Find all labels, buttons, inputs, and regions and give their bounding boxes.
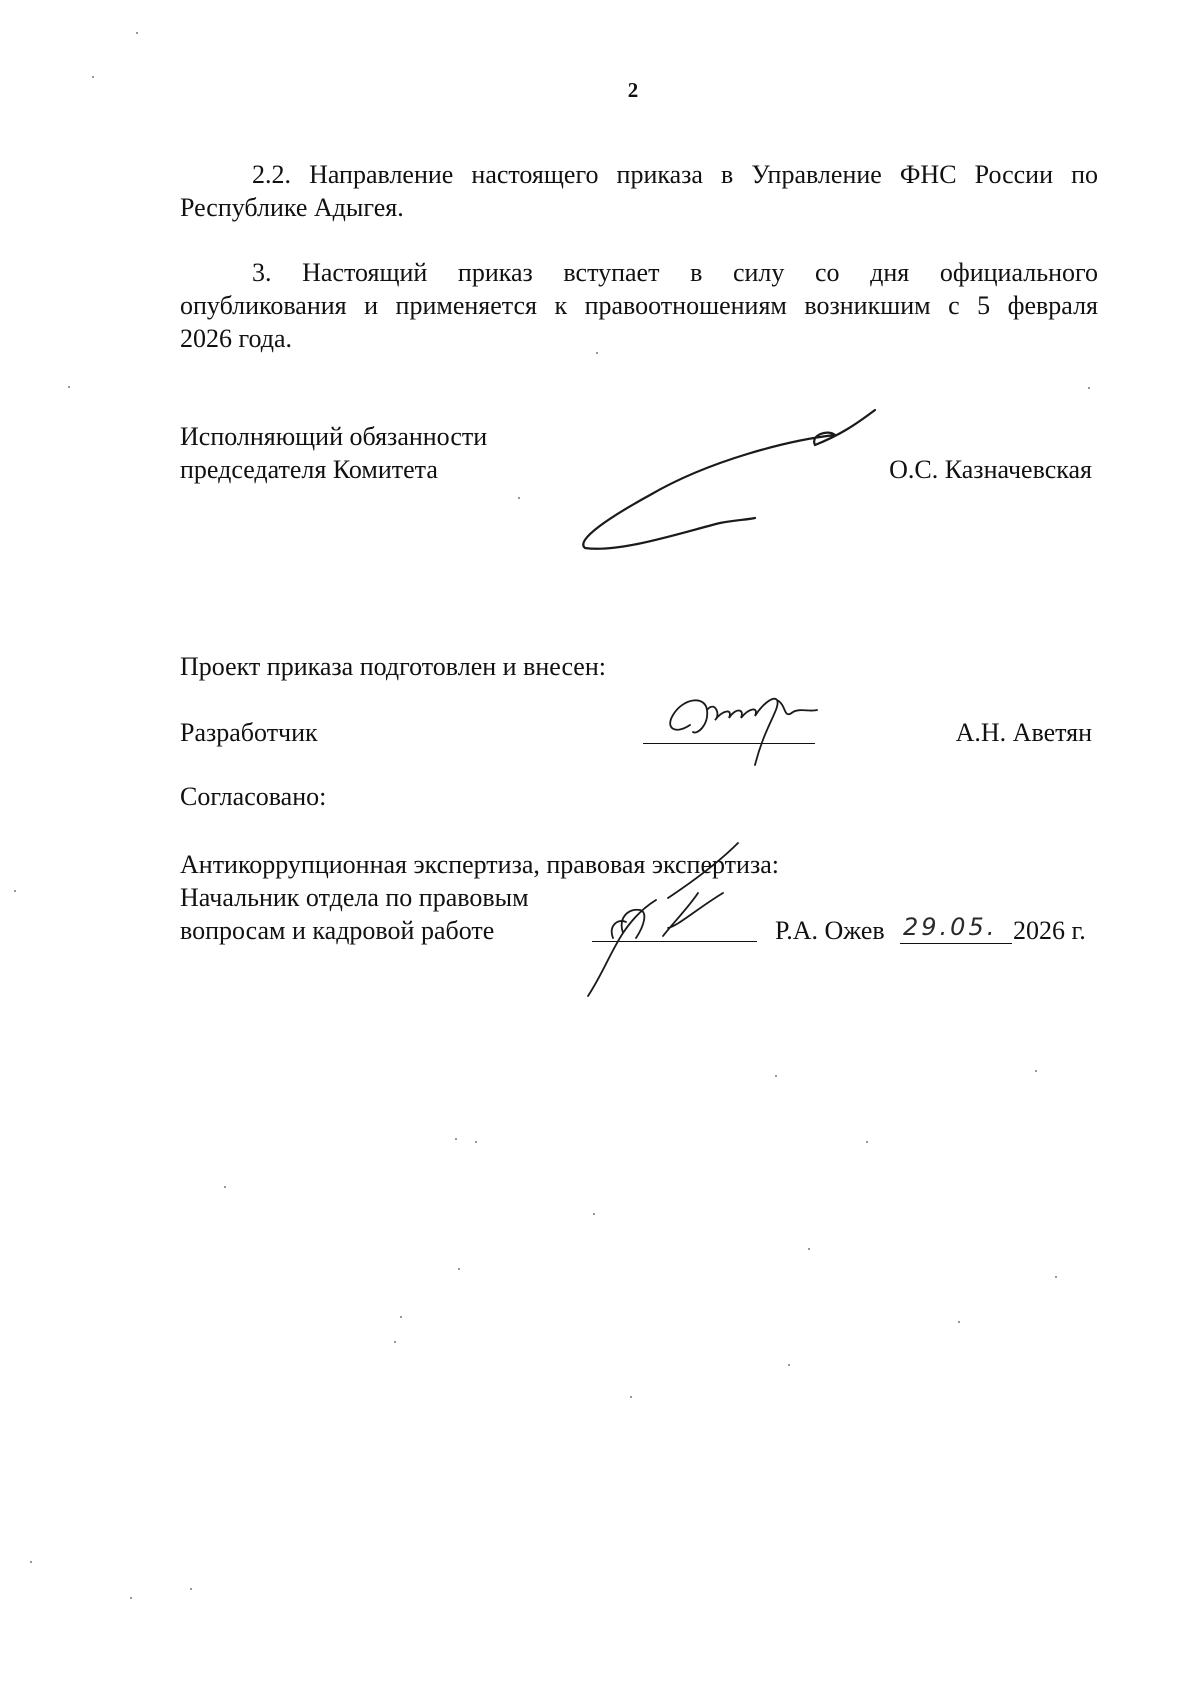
scan-speck (518, 497, 520, 499)
handwritten-date: 29.05. (903, 913, 998, 941)
scan-speck (1035, 1070, 1037, 1072)
scan-speck (593, 1213, 595, 1215)
scan-speck (630, 1396, 632, 1398)
scan-speck (475, 1141, 477, 1143)
developer-name: А.Н. Аветян (955, 718, 1092, 747)
signatory-position-line-2: председателя Комитета (180, 455, 438, 484)
scan-speck (224, 1186, 226, 1188)
developer-role: Разработчик (180, 718, 318, 747)
page-number: 2 (627, 78, 639, 102)
scan-speck (458, 1268, 460, 1270)
scan-speck (596, 352, 598, 354)
scan-speck (400, 1316, 402, 1318)
date-year: 2026 г. (1013, 916, 1086, 945)
scan-speck (1088, 387, 1090, 389)
scan-speck (136, 32, 138, 34)
scan-speck (30, 1561, 32, 1563)
paragraph-3 (180, 256, 1098, 289)
paragraph-3-line-2: опубликования и применяется к правоотношениям возникшим с 5 февраля (180, 291, 1098, 320)
signatory-name: О.С. Казначевская (889, 455, 1092, 484)
paragraph-2-2-line-2: Республике Адыгея. (180, 193, 404, 222)
scan-speck (190, 1588, 192, 1590)
scan-speck (866, 1141, 868, 1143)
scan-speck (14, 890, 16, 892)
signatory-position-line-1: Исполняющий обязанности (180, 422, 488, 451)
agreed-position-line-2: вопросам и кадровой работе (180, 916, 495, 945)
agreed-name: Р.А. Ожев (775, 916, 885, 945)
paragraph-3-line-1: 3. Настоящий приказ вступает в силу со дня официального (252, 258, 1098, 287)
scan-speck (68, 386, 70, 388)
signature-kaznachevskaya (560, 405, 890, 550)
scan-speck (958, 1321, 960, 1323)
scan-speck (92, 76, 94, 78)
scan-speck (394, 1341, 396, 1343)
signature-avetyan (655, 680, 830, 765)
paragraph-3-line-3: 2026 года. (180, 324, 293, 353)
scan-speck (455, 1138, 457, 1140)
prepared-heading: Проект приказа подготовлен и внесен: (180, 652, 606, 681)
agreed-position-line-1: Начальник отдела по правовым (180, 883, 529, 912)
paragraph-2-2-line-1: 2.2. Направление настоящего приказа в Управление ФНС России по (252, 160, 1098, 189)
scan-speck (1055, 1276, 1057, 1278)
agreed-heading: Согласовано: (180, 782, 327, 811)
scan-speck (788, 1364, 790, 1366)
scan-speck (775, 1075, 777, 1077)
signature-ozhev (548, 838, 758, 1003)
scan-speck (130, 1597, 132, 1599)
date-underline (900, 943, 1012, 944)
paragraph-2-2 (180, 158, 1098, 191)
scan-speck (808, 1248, 810, 1250)
expertise-line: Антикоррупционная экспертиза, правовая экспертиза: (180, 850, 779, 879)
